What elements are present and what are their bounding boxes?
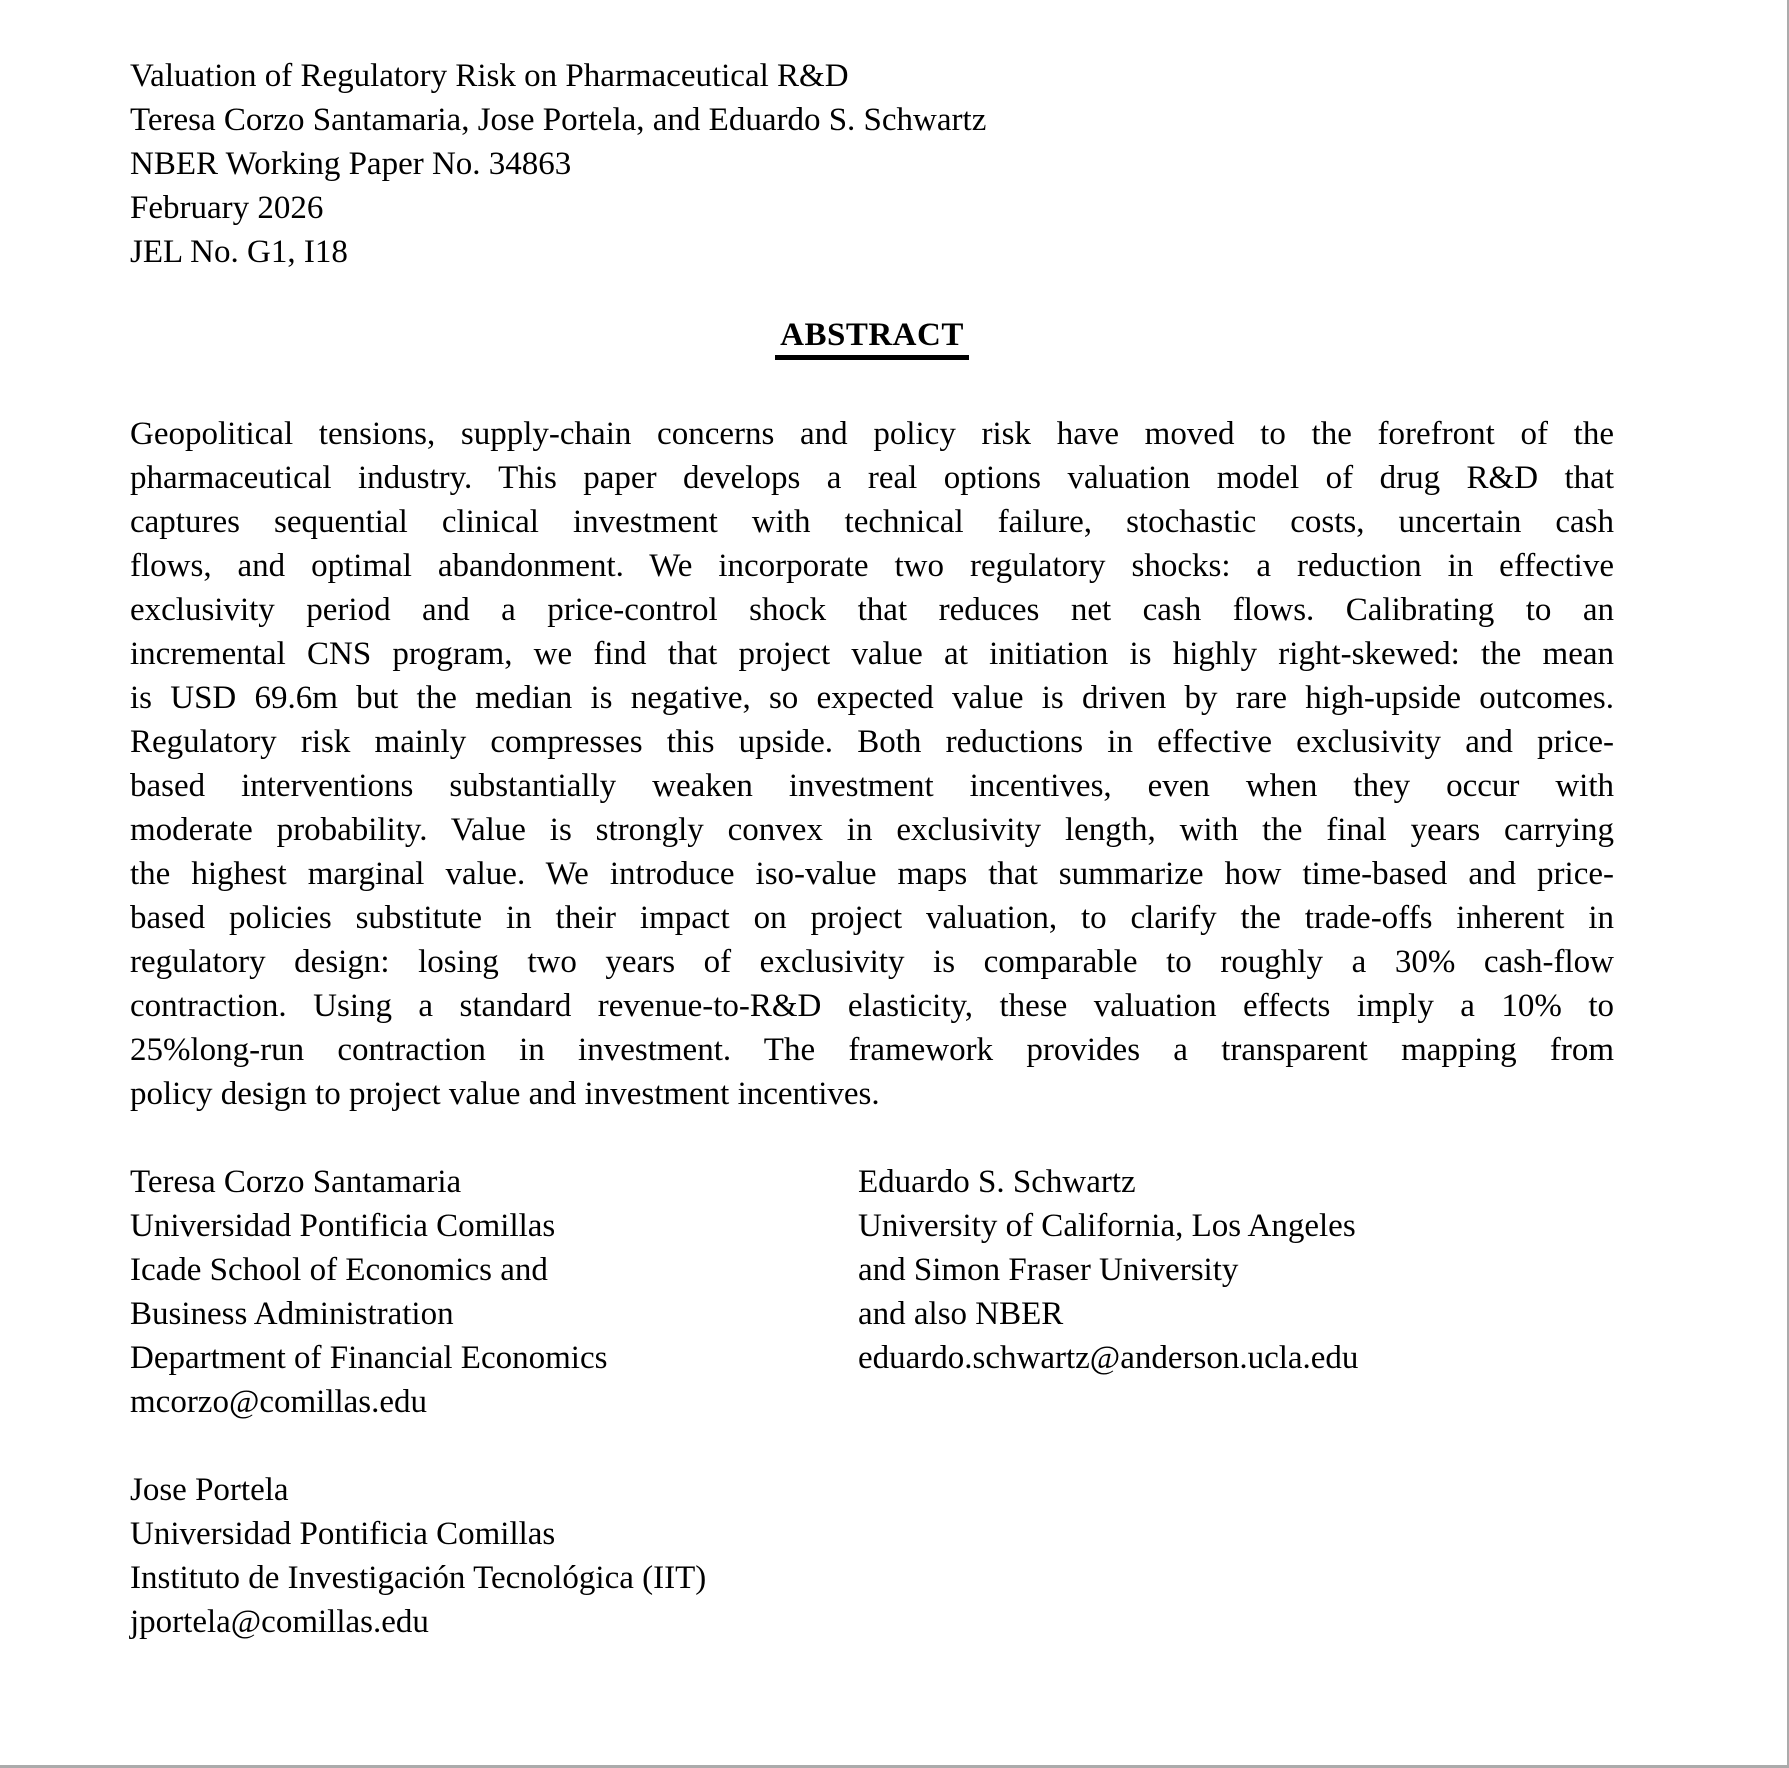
abstract-line: based policies substitute in their impact on project valuation, to clarify the trade-offs inherent in <box>130 900 1614 936</box>
authors-row-1 <box>130 1160 1614 1424</box>
paper-date: February 2026 <box>130 190 324 226</box>
abstract-line: pharmaceutical industry. This paper develops a real options valuation model of drug R&D that <box>130 460 1614 496</box>
affiliation-line: and also NBER <box>858 1296 1064 1332</box>
authors-area <box>130 1160 1614 1644</box>
affiliation-line: Universidad Pontificia Comillas <box>130 1516 556 1552</box>
affiliation-line: Department of Financial Economics <box>130 1340 608 1376</box>
abstract-heading-row <box>130 316 1614 360</box>
abstract-line: is USD 69.6m but the median is negative, so expected value is driven by rare high-upside outcomes. <box>130 680 1614 716</box>
affiliation-line: Universidad Pontificia Comillas <box>130 1208 556 1244</box>
affiliation-line: Jose Portela <box>130 1472 289 1508</box>
affiliation-block-teresa <box>130 1160 858 1424</box>
affiliation-line: Icade School of Economics and <box>130 1252 548 1288</box>
affiliation-line: and Simon Fraser University <box>858 1252 1239 1288</box>
empty-cell <box>858 1468 1614 1644</box>
abstract-line: moderate probability. Value is strongly convex in exclusivity length, with the final years carrying <box>130 812 1614 848</box>
header-block <box>130 54 1614 274</box>
abstract-line: exclusivity period and a price-control shock that reduces net cash flows. Calibrating to an <box>130 592 1614 628</box>
abstract-line: flows, and optimal abandonment. We incorporate two regulatory shocks: a reduction in effective <box>130 548 1614 584</box>
paper-number: NBER Working Paper No. 34863 <box>130 146 572 182</box>
authors-row-2 <box>130 1468 1614 1644</box>
abstract-line: policy design to project value and investment incentives. <box>130 1076 880 1112</box>
affiliation-line: mcorzo@comillas.edu <box>130 1384 428 1420</box>
affiliation-line: jportela@comillas.edu <box>130 1604 429 1640</box>
abstract-line: captures sequential clinical investment with technical failure, stochastic costs, uncertain cash <box>130 504 1614 540</box>
abstract-line: Geopolitical tensions, supply-chain concerns and policy risk have moved to the forefront of the <box>130 416 1614 452</box>
authors-line: Teresa Corzo Santamaria, Jose Portela, and Eduardo S. Schwartz <box>130 102 987 138</box>
abstract-heading: ABSTRACT <box>775 316 969 360</box>
paper-title: Valuation of Regulatory Risk on Pharmaceutical R&D <box>130 58 849 94</box>
abstract-line: incremental CNS program, we find that project value at initiation is highly right-skewed: the mean <box>130 636 1614 672</box>
affiliation-block-jose <box>130 1468 858 1644</box>
abstract-paragraph <box>130 412 1614 1116</box>
abstract-line: regulatory design: losing two years of exclusivity is comparable to roughly a 30% cash-flow <box>130 944 1614 980</box>
affiliation-block-eduardo <box>858 1160 1614 1424</box>
abstract-line: Regulatory risk mainly compresses this upside. Both reductions in effective exclusivity and price- <box>130 724 1614 760</box>
abstract-line: 25%long-run contraction in investment. The framework provides a transparent mapping from <box>130 1032 1614 1068</box>
affiliation-line: eduardo.schwartz@anderson.ucla.edu <box>858 1340 1359 1376</box>
abstract-line: contraction. Using a standard revenue-to-R&D elasticity, these valuation effects imply a 10% to <box>130 988 1614 1024</box>
affiliation-line: Business Administration <box>130 1296 454 1332</box>
affiliation-line: University of California, Los Angeles <box>858 1208 1356 1244</box>
jel-codes: JEL No. G1, I18 <box>130 234 348 270</box>
affiliation-line: Eduardo S. Schwartz <box>858 1164 1136 1200</box>
abstract-line: the highest marginal value. We introduce iso-value maps that summarize how time-based and price- <box>130 856 1614 892</box>
affiliation-line: Instituto de Investigación Tecnológica (IIT) <box>130 1560 707 1596</box>
affiliation-line: Teresa Corzo Santamaria <box>130 1164 462 1200</box>
abstract-line: based interventions substantially weaken investment incentives, even when they occur with <box>130 768 1614 804</box>
